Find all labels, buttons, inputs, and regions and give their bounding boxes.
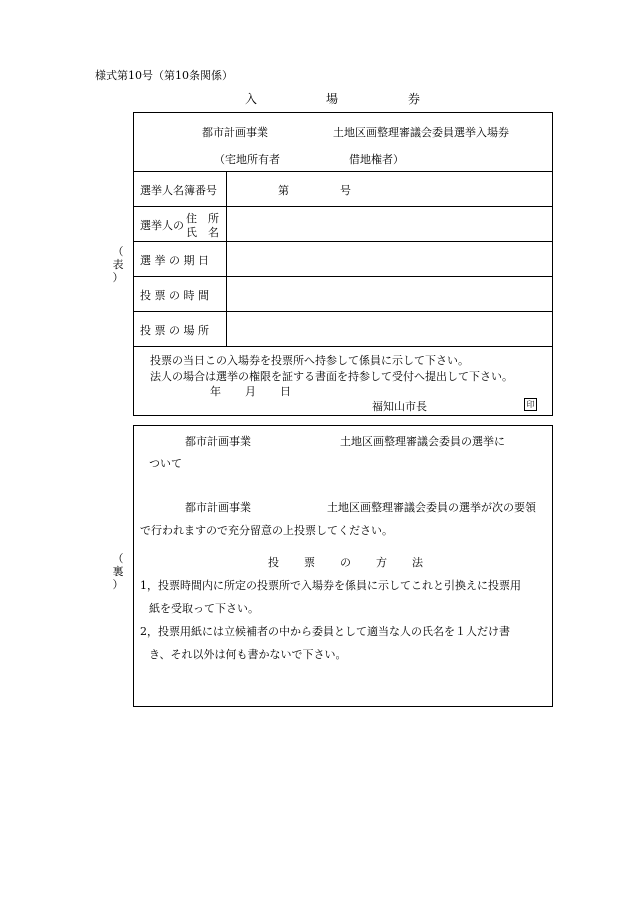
- divider: [134, 276, 552, 277]
- item1-line1: 1，投票時間内に所定の投票所で入場券を係員に示してこれと引換えに投票用: [140, 579, 521, 592]
- notice-line-1: 投票の当日この入場券を投票所へ持参して係員に示して下さい。: [150, 354, 469, 367]
- back-p1-title: 土地区画整理審議会委員の選挙に: [340, 435, 505, 448]
- divider: [134, 241, 552, 242]
- method-heading-4: 方: [376, 556, 387, 569]
- voter-name-label: 氏 名: [186, 226, 219, 239]
- front-side-char: 表: [112, 258, 124, 271]
- item1-line2: 紙を受取って下さい。: [149, 602, 259, 615]
- title-char-3: 券: [408, 92, 421, 106]
- voter-prefix-label: 選挙人の: [140, 219, 184, 232]
- form-number: 様式第10号（第10条関係）: [95, 69, 233, 82]
- notice-line-2: 法人の場合は選挙の権限を証する書面を持参して受付へ提出して下さい。: [150, 370, 513, 383]
- voter-number-go: 号: [340, 184, 351, 197]
- divider: [134, 171, 552, 172]
- back-p1-cont: ついて: [149, 457, 182, 470]
- back-p2-project: 都市計画事業: [185, 501, 251, 514]
- column-divider: [226, 171, 227, 346]
- header-title: 土地区画整理審議会委員選挙入場券: [333, 126, 509, 139]
- back-p2-cont: で行われますので充分留意の上投票してください。: [140, 524, 393, 537]
- front-side-paren-close: ）: [112, 271, 124, 284]
- voting-time-label: 投 票 の 時 間: [140, 289, 209, 302]
- date-day: 日: [280, 385, 291, 398]
- back-side-char: 裏: [112, 565, 124, 578]
- back-side-paren-open: （: [112, 552, 124, 565]
- seal-mark: 印: [524, 398, 537, 411]
- method-heading-5: 法: [412, 556, 423, 569]
- back-side-label: [111, 552, 125, 591]
- item2-line2: き、それ以外は何も書かないで下さい。: [149, 648, 347, 661]
- date-month: 月: [245, 385, 256, 398]
- item2-line1: 2，投票用紙には立候補者の中から委員として適当な人の氏名を１人だけ書: [140, 625, 510, 638]
- voter-number-dai: 第: [278, 184, 289, 197]
- method-heading-2: 票: [304, 556, 315, 569]
- method-heading-3: の: [340, 556, 351, 569]
- divider: [134, 346, 552, 347]
- back-p2-title: 土地区画整理審議会委員の選挙が次の要領: [327, 501, 536, 514]
- voter-number-label: 選挙人名簿番号: [140, 184, 217, 197]
- issuer: 福知山市長: [372, 400, 427, 413]
- back-p1-project: 都市計画事業: [185, 435, 251, 448]
- header-lessee: 借地権者）: [349, 153, 404, 166]
- back-side-paren-close: ）: [112, 578, 124, 591]
- header-owner: （宅地所有者: [214, 153, 280, 166]
- title-char-1: 入: [245, 92, 258, 106]
- header-project: 都市計画事業: [202, 126, 268, 139]
- election-date-label: 選 挙 の 期 日: [140, 254, 209, 267]
- voting-place-label: 投 票 の 場 所: [140, 324, 209, 337]
- front-side-label: [111, 245, 125, 284]
- method-heading-1: 投: [268, 556, 279, 569]
- front-side-paren-open: （: [112, 245, 124, 258]
- title-char-2: 場: [326, 92, 339, 106]
- voter-address-label: 住 所: [186, 212, 219, 225]
- divider: [134, 311, 552, 312]
- divider: [134, 206, 552, 207]
- date-year: 年: [210, 385, 221, 398]
